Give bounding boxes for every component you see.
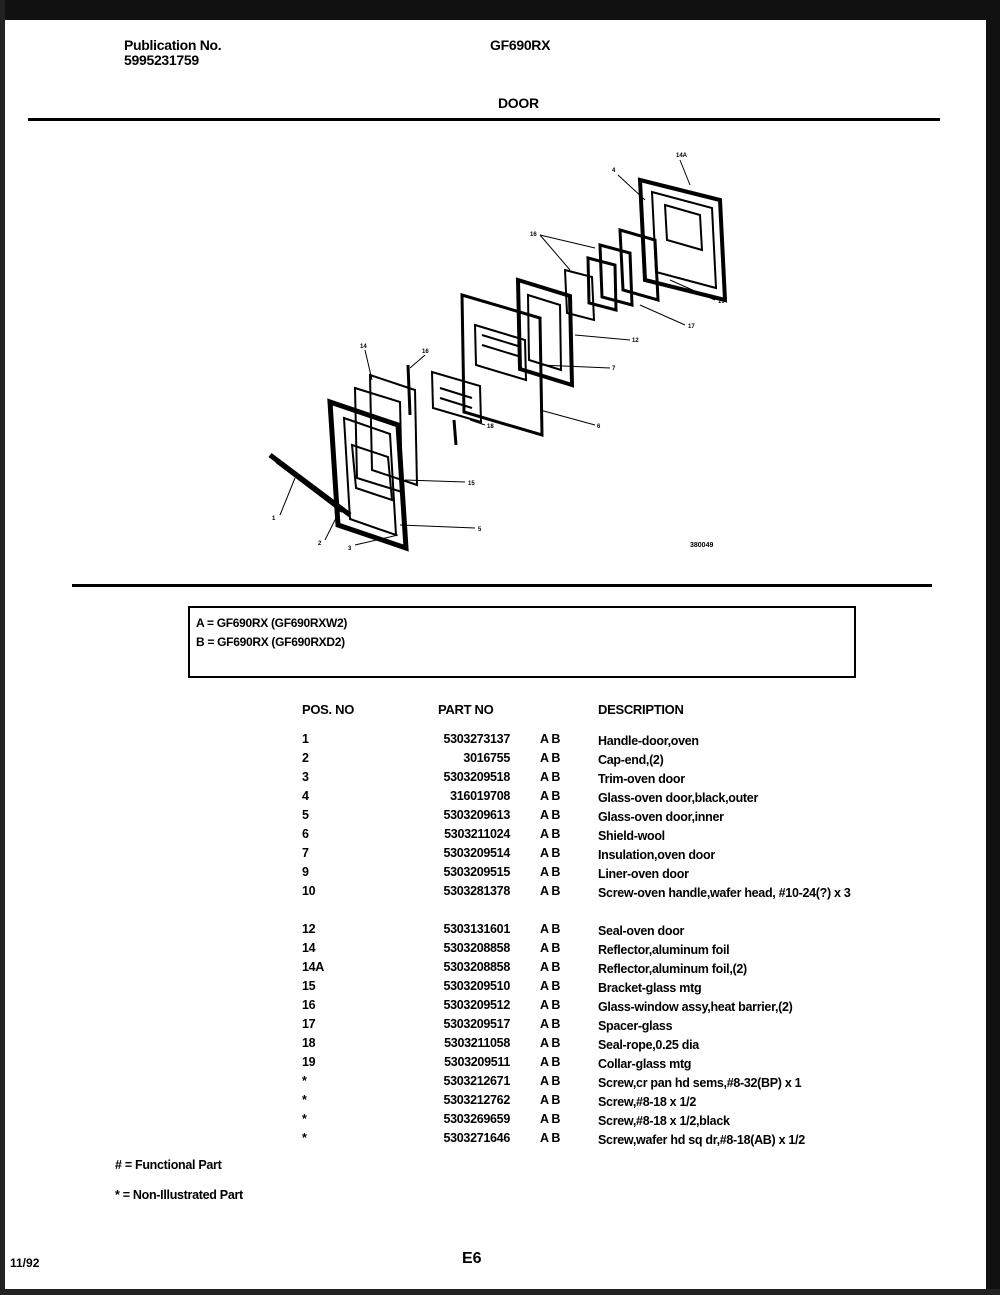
callout-label: 7 (612, 366, 616, 372)
scan-border-top (0, 0, 1000, 20)
non-illustrated-part-note: * = Non-Illustrated Part (115, 1188, 243, 1202)
section-rule (72, 584, 932, 587)
table-row: 15 5303209510 A B Bracket-glass mtg (302, 979, 702, 995)
callout-label: 2 (318, 541, 322, 547)
model-number: GF690RX (490, 37, 551, 53)
table-row: 16 5303209512 A B Glass-window assy,heat barrier,(2) (302, 998, 793, 1014)
table-row: 1 5303273137 A B Handle-door,oven (302, 732, 699, 748)
handle-part (270, 455, 350, 515)
table-row: 19 5303209511 A B Collar-glass mtg (302, 1055, 692, 1071)
functional-part-note: # = Functional Part (115, 1158, 222, 1172)
callout-label: 14 (360, 344, 367, 350)
table-row: 9 5303209515 A B Liner-oven door (302, 865, 689, 881)
diagram-code: 380049 (690, 542, 714, 549)
table-row: 14A 5303208858 A B Reflector,aluminum foil,(2) (302, 960, 747, 976)
legend-b: B = GF690RX (GF690RXD2) (196, 635, 345, 649)
callout-label: 17 (688, 324, 695, 330)
publication-label: Publication No. (124, 37, 222, 53)
callout-label: 15 (468, 481, 475, 487)
table-row: 7 5303209514 A B Insulation,oven door (302, 846, 715, 862)
callout-label: 19 (718, 299, 725, 305)
header-part-no: PART NO (438, 702, 494, 717)
table-row: 18 5303211058 A B Seal-rope,0.25 dia (302, 1036, 699, 1052)
callout-label: 16 (422, 349, 429, 355)
callout-label: 12 (632, 338, 639, 344)
table-row: 14 5303208858 A B Reflector,aluminum foil (302, 941, 730, 957)
table-row: * 5303212671 A B Screw,cr pan hd sems,#8-32(BP) x 1 (302, 1074, 802, 1090)
table-row: 4 316019708 A B Glass-oven door,black,outer (302, 789, 759, 805)
door-panel-part (462, 295, 542, 435)
table-row: 5 5303209613 A B Glass-oven door,inner (302, 808, 724, 824)
callout-label: 1 (272, 516, 276, 522)
callout-label: 5 (478, 527, 482, 533)
callout-label: 3 (348, 546, 352, 552)
callout-label: 6 (597, 424, 601, 430)
callout-label: 4 (612, 168, 616, 174)
table-row: 10 5303281378 A B Screw-oven handle,wafer head, #10-24(?) x 3 (302, 884, 851, 900)
door-trim-part (330, 402, 406, 548)
footer-date: 11/92 (10, 1256, 40, 1270)
table-row: * 5303271646 A B Screw,wafer hd sq dr,#8-18(AB) x 1/2 (302, 1131, 805, 1147)
model-legend (188, 606, 856, 678)
table-row: 3 5303209518 A B Trim-oven door (302, 770, 685, 786)
table-row: * 5303269659 A B Screw,#8-18 x 1/2,black (302, 1112, 730, 1128)
table-row: 2 3016755 A B Cap-end,(2) (302, 751, 664, 767)
page-number: E6 (462, 1250, 482, 1267)
table-row: 12 5303131601 A B Seal-oven door (302, 922, 685, 938)
header-description: DESCRIPTION (598, 702, 684, 717)
section-title: DOOR (498, 95, 539, 111)
header-rule (28, 118, 940, 121)
parts-table (0, 732, 1000, 1150)
header-pos-no: POS. NO (302, 702, 355, 717)
table-row: * 5303212762 A B Screw,#8-18 x 1/2 (302, 1093, 696, 1109)
table-row: 6 5303211024 A B Shield-wool (302, 827, 665, 843)
table-row: 17 5303209517 A B Spacer-glass (302, 1017, 673, 1033)
callout-label: 14A (676, 153, 688, 159)
callout-label: 18 (487, 424, 494, 430)
legend-a: A = GF690RX (GF690RXW2) (196, 616, 348, 630)
callout-label: 16 (530, 232, 537, 238)
scan-border-bottom (0, 1289, 1000, 1295)
publication-number: 5995231759 (124, 52, 199, 68)
exploded-door-diagram (200, 140, 780, 560)
